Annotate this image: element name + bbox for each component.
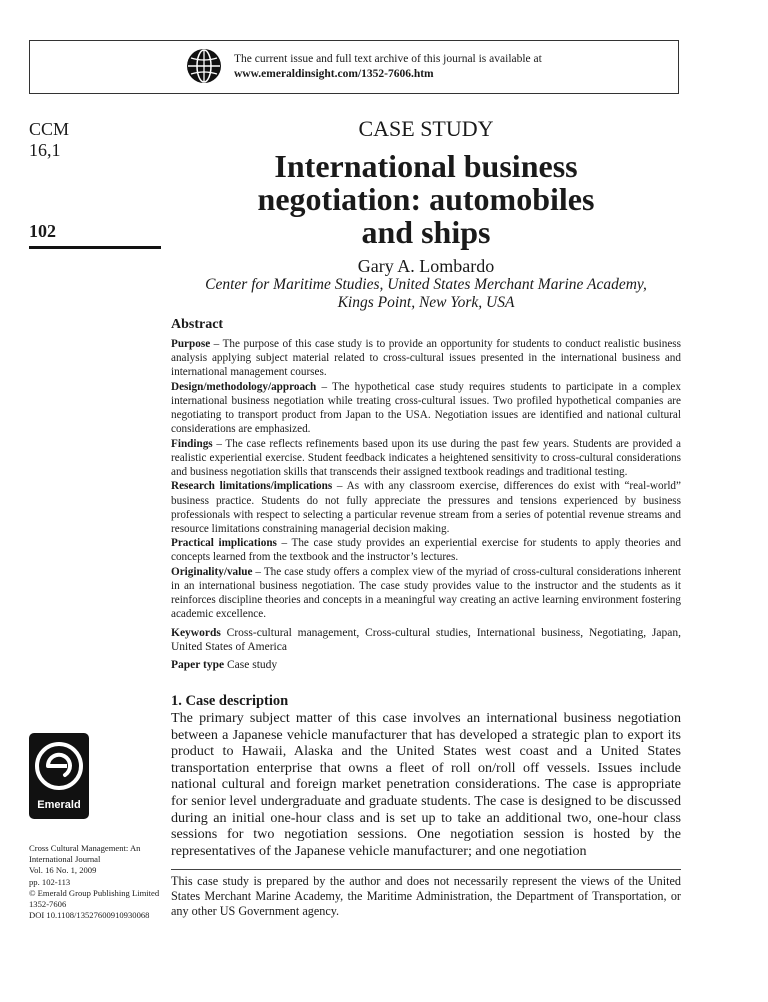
globe-icon xyxy=(185,47,223,85)
page-number-rule xyxy=(29,246,161,249)
title-line: International business xyxy=(274,148,578,184)
paper-type-label: Paper type xyxy=(171,658,225,671)
availability-notice xyxy=(234,52,542,82)
abstract-findings xyxy=(171,437,681,479)
keywords xyxy=(171,626,681,654)
article-title xyxy=(171,150,681,249)
emerald-e-icon xyxy=(29,733,89,799)
availability-line: The current issue and full text archive of this journal is available at xyxy=(234,53,542,65)
keywords-text: Cross-cultural management, Cross-cultural studies, International business, Negotiating, Japan, United States of America xyxy=(171,627,681,654)
title-line: and ships xyxy=(361,214,491,250)
abstract-label: Findings xyxy=(171,437,213,450)
abstract-purpose xyxy=(171,337,681,379)
abstract-label: Design/methodology/approach xyxy=(171,380,317,393)
emerald-logo xyxy=(29,733,89,819)
paper-type xyxy=(171,658,681,672)
abstract-label: Practical implications xyxy=(171,537,277,550)
abstract-body xyxy=(171,337,681,672)
abstract-practical xyxy=(171,536,681,564)
citation-block xyxy=(29,843,169,921)
abstract-text: – As with any classroom exercise, differences do exist with “real-world” business practice. Students do not fully appreciate the pressures and tensions experienced by business professionals with respect to selecting a particular revenue stream from a series of potential revenue streams and resource limitations constraining managerial decision making. xyxy=(171,480,681,535)
abstract-heading: Abstract xyxy=(171,317,224,332)
citation-line: Vol. 16 No. 1, 2009 xyxy=(29,865,97,876)
abstract-label: Research limitations/implications xyxy=(171,480,333,493)
body-paragraph xyxy=(171,710,681,859)
affiliation-line: Kings Point, New York, USA xyxy=(337,294,515,311)
page-number: 102 xyxy=(29,221,56,241)
author-name: Gary A. Lombardo xyxy=(357,256,495,276)
abstract-text: – The hypothetical case study requires students to participate in a complex international business negotiation while treating cross-cultural issues. Two profiled hypothetical companies are negotiating to transport product from Japan to the USA. Negotiation issues are identified and national cultural considerations are emphasized. xyxy=(171,380,681,436)
abstract-text: – The purpose of this case study is to provide an opportunity for students to conduct realistic business analysis applying subject material related to cross-cultural issues presented in the international business and international management courses. xyxy=(171,338,681,379)
citation-line: Cross Cultural Management: An xyxy=(29,843,141,853)
abstract-text: – The case study provides an experiential exercise for students to apply theories and concepts learned from the textbook and the instructor’s lectures. xyxy=(171,537,682,564)
abstract-label: Purpose xyxy=(171,338,211,350)
abstract-design xyxy=(171,380,681,436)
abstract-limitations xyxy=(171,479,681,535)
citation-line: International Journal xyxy=(29,854,101,865)
journal-url-link[interactable]: www.emeraldinsight.com/1352-7606.htm xyxy=(234,68,434,80)
section-heading: 1. Case description xyxy=(171,693,289,709)
citation-line: pp. 102-113 xyxy=(29,876,71,887)
paper-type-text: Case study xyxy=(224,658,278,671)
abstract-label: Originality/value xyxy=(171,566,253,578)
paragraph-text: The primary subject matter of this case involves an international business negotiation between a Japanese vehicle manufacturer that has developed a strategic plan to export its product to Hawaii, Alaska and the United States west coast and a United States transportation enterprise that owns a fleet of roll on/roll off vessels. Issues include national cultural and foreign market penetration considerations. The case is appropriate for senior level undergraduate and graduate students. The case is designed to be discussed during an initial one-hour class and is set up to take an additional two, one-hour class sessions for two negotiation sessions. One negotiation session is hosted by the representatives of the Japanese vehicle manufacturer; and one negotiation xyxy=(171,710,681,859)
author-affiliation xyxy=(171,276,681,312)
citation-line: 1352-7606 xyxy=(29,899,67,910)
abstract-text: – The case study offers a complex view of the myriad of cross-cultural considerations inherent in an international business negotiation. The case study provides value to the instructor and the students as it reinforces discipline theories and concepts in a meaningful way creating an active learning environment fostering academic excellence. xyxy=(171,566,681,621)
footnote: This case study is prepared by the author and does not necessarily represent the views of the United States Merchant Marine Academy, the Maritime Administration, the Department of Transportation, or any other US Government agency. xyxy=(171,874,681,918)
journal-abbr-text: CCM xyxy=(29,119,70,139)
citation-line: DOI 10.1108/13527600910930068 xyxy=(29,910,150,921)
abstract-text: – The case reflects refinements based upon its use during the past few years. Students are provided a realistic experiential exercise. Student feedback indicates a heightened sensitivity to cross-cultural considerations and business negotiation skills that transcends their assigned textbook readings and traditional testing. xyxy=(171,437,681,478)
footnote-rule xyxy=(171,869,681,870)
title-line: negotiation: automobiles xyxy=(257,181,595,217)
citation-line: © Emerald Group Publishing Limited xyxy=(29,887,160,898)
journal-abbreviation xyxy=(29,119,69,161)
logo-text: Emerald xyxy=(37,799,81,811)
affiliation-line: Center for Maritime Studies, United States Merchant Marine Academy, xyxy=(205,276,647,293)
article-type-label: CASE STUDY xyxy=(358,116,494,141)
abstract-originality xyxy=(171,565,681,621)
volume-issue: 16,1 xyxy=(29,140,61,160)
keywords-label: Keywords xyxy=(171,627,221,640)
